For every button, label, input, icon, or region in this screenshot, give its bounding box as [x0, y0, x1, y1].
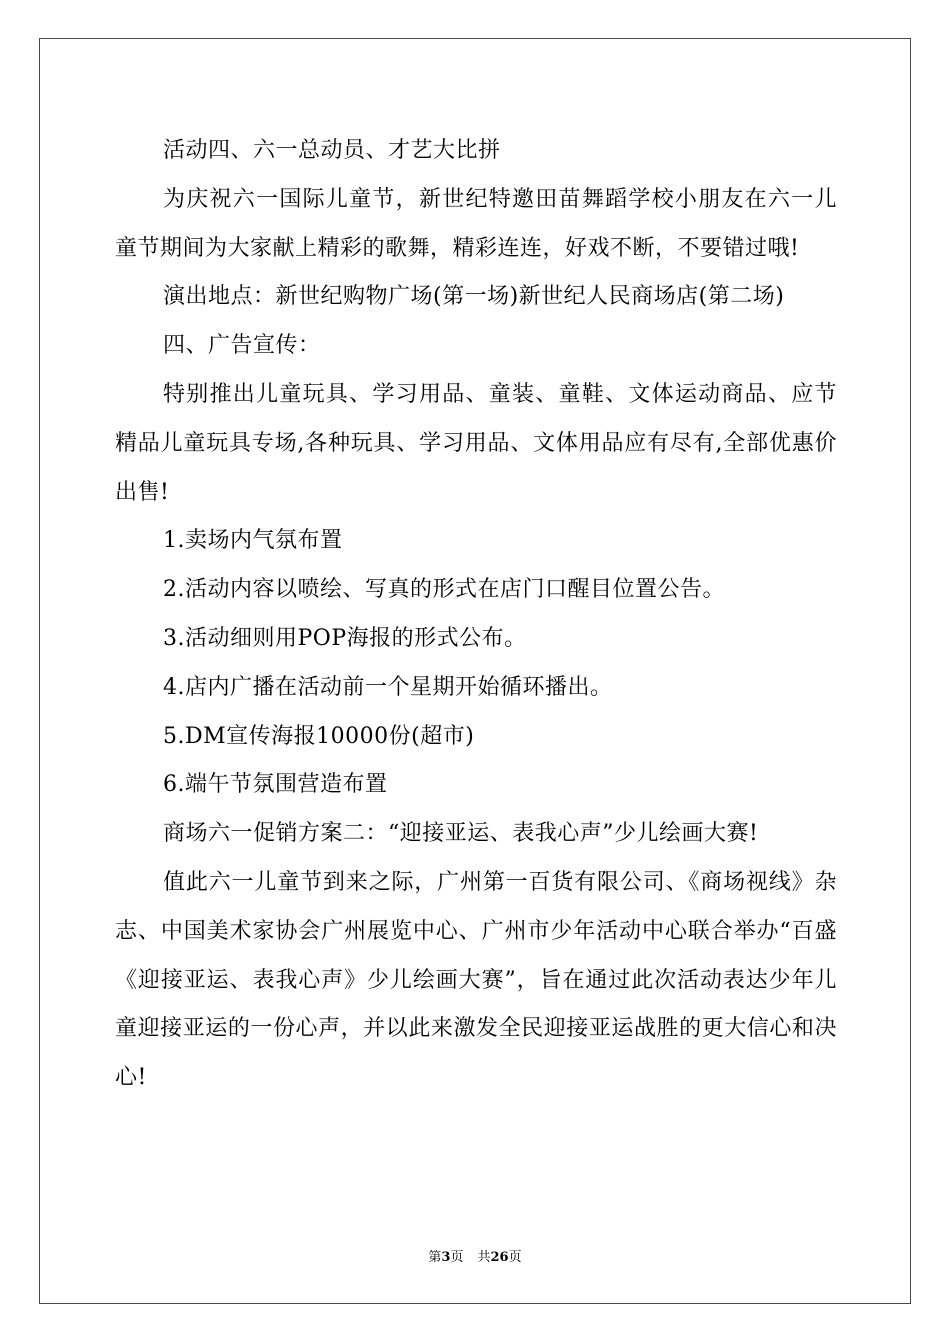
- total-suffix: 页: [508, 1250, 522, 1265]
- list-item: 3.活动细则用POP海报的形式公布。: [163, 625, 527, 651]
- page-number: 3: [441, 1250, 451, 1265]
- list-item: 2.活动内容以喷绘、写真的形式在店门口醒目位置公告。: [163, 577, 725, 603]
- list-item: 5.DM宣传海报10000份(超市): [163, 723, 475, 749]
- paragraph: 特别推出儿童玩具、学习用品、童装、童鞋、文体运动商品、应节精品儿童玩具专场,各种玩具、学习用品、文体用品应有尽有,全部优惠价出售!: [115, 381, 837, 505]
- page-prefix: 第: [428, 1250, 442, 1265]
- list-item: 4.店内广播在活动前一个星期开始循环播出。: [163, 674, 613, 700]
- total-pages: 26: [490, 1250, 509, 1265]
- paragraph: 为庆祝六一国际儿童节，新世纪特邀田苗舞蹈学校小朋友在六一儿童节期间为大家献上精彩的歌舞，精彩连连，好戏不断，不要错过哦!: [115, 186, 837, 261]
- paragraph: 四、广告宣传：: [163, 333, 321, 359]
- list-item: 6.端午节氛围营造布置: [163, 772, 388, 798]
- total-prefix: 共: [477, 1250, 491, 1265]
- page-suffix: 页: [450, 1250, 464, 1265]
- paragraph: 值此六一儿童节到来之际，广州第一百货有限公司、《商场视线》杂志、中国美术家协会广州展览中心、广州市少年活动中心联合举办“百盛《迎接亚运、表我心声》少儿绘画大赛”，旨在通过此次活动表达少年儿童迎接亚运的一份心声，并以此来激发全民迎接亚运战胜的更大信心和决心!: [115, 869, 837, 1091]
- page-footer: [0, 1246, 950, 1265]
- list-item: 1.卖场内气氛布置: [163, 528, 343, 554]
- document-body: [115, 127, 837, 1103]
- section-heading: 商场六一促销方案二：“迎接亚运、表我心声”少儿绘画大赛!: [163, 821, 759, 847]
- paragraph: 活动四、六一总动员、才艺大比拼: [163, 138, 501, 163]
- paragraph: 演出地点：新世纪购物广场(第一场)新世纪人民商场店(第二场): [163, 284, 785, 310]
